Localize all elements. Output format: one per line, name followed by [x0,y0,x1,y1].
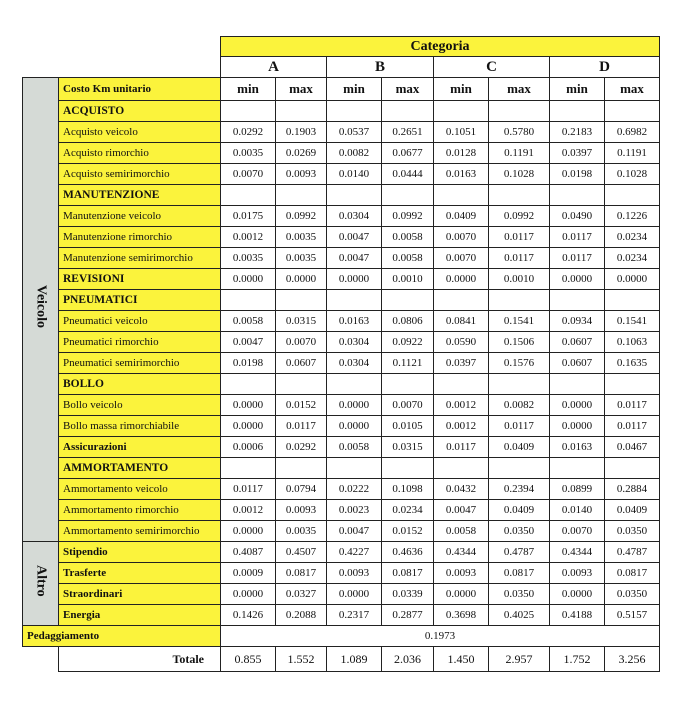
table-row [23,101,660,122]
row-value-cell [327,374,382,395]
totale-value-cell: 0.855 [221,647,276,672]
category-b-header: B [327,57,434,78]
row-value-cell [434,374,489,395]
row-value-cell: 0.0899 [550,479,605,500]
row-value-cell [489,101,550,122]
row-value-cell [276,290,327,311]
row-value-cell: 0.0000 [550,416,605,437]
row-value-cell: 0.4787 [489,542,550,563]
row-value-cell: 0.0350 [489,521,550,542]
row-value-cell [605,458,660,479]
row-value-cell: 0.0012 [221,227,276,248]
row-value-cell: 0.0432 [434,479,489,500]
min-header: min [221,78,276,101]
row-value-cell: 0.0794 [276,479,327,500]
table-row [23,458,660,479]
row-value-cell: 0.0000 [327,416,382,437]
row-value-cell: 0.0093 [550,563,605,584]
max-header: max [605,78,660,101]
row-value-cell: 0.0315 [276,311,327,332]
category-d-header: D [550,57,660,78]
row-value-cell: 0.0006 [221,437,276,458]
row-value-cell: 0.0000 [605,269,660,290]
row-value-cell [276,458,327,479]
row-value-cell: 0.4636 [382,542,434,563]
row-value-cell: 0.0198 [221,353,276,374]
min-header: min [434,78,489,101]
row-value-cell: 0.0009 [221,563,276,584]
row-value-cell: 0.0010 [489,269,550,290]
row-value-cell: 0.0023 [327,500,382,521]
row-value-cell: 0.0035 [221,248,276,269]
row-value-cell: 0.0000 [221,521,276,542]
row-value-cell: 0.0152 [276,395,327,416]
row-value-cell: 0.0304 [327,353,382,374]
row-value-cell: 0.0607 [550,353,605,374]
row-value-cell: 0.0152 [382,521,434,542]
row-value-cell [434,290,489,311]
row-value-cell: 0.0047 [434,500,489,521]
row-value-cell: 0.0047 [221,332,276,353]
row-value-cell: 0.0117 [489,416,550,437]
row-value-cell: 0.2651 [382,122,434,143]
row-label: Ammortamento semirimorchio [59,521,221,542]
row-value-cell: 0.0327 [276,584,327,605]
row-value-cell [382,101,434,122]
row-value-cell [434,101,489,122]
row-value-cell [550,374,605,395]
row-value-cell: 0.4344 [550,542,605,563]
row-value-cell: 0.0000 [434,269,489,290]
row-value-cell: 0.0070 [550,521,605,542]
row-value-cell: 0.0117 [605,416,660,437]
totale-row [23,647,660,672]
row-value-cell [382,458,434,479]
row-value-cell: 0.0677 [382,143,434,164]
cost-table-container [22,36,660,672]
row-value-cell: 0.5157 [605,605,660,626]
row-value-cell: 0.0000 [550,395,605,416]
row-value-cell: 0.0070 [434,227,489,248]
row-value-cell [276,374,327,395]
row-value-cell: 0.0409 [434,206,489,227]
row-value-cell: 0.1191 [489,143,550,164]
totale-value-cell: 3.256 [605,647,660,672]
row-value-cell: 0.4507 [276,542,327,563]
row-value-cell: 0.0000 [550,584,605,605]
row-value-cell: 0.0000 [434,584,489,605]
table-row [23,206,660,227]
row-value-cell: 0.0047 [327,248,382,269]
row-value-cell: 0.0070 [382,395,434,416]
row-value-cell [382,374,434,395]
row-value-cell: 0.0409 [489,437,550,458]
row-value-cell: 0.0817 [276,563,327,584]
row-label: Straordinari [59,584,221,605]
row-value-cell: 0.0117 [550,227,605,248]
veicolo-side-label [23,78,59,542]
row-value-cell: 0.0082 [489,395,550,416]
row-value-cell: 0.0444 [382,164,434,185]
row-label: REVISIONI [59,269,221,290]
row-value-cell: 0.0292 [276,437,327,458]
row-value-cell: 0.0163 [327,311,382,332]
row-value-cell: 0.4087 [221,542,276,563]
row-value-cell: 0.2884 [605,479,660,500]
row-value-cell: 0.0117 [221,479,276,500]
row-value-cell: 0.0128 [434,143,489,164]
row-value-cell: 0.0409 [489,500,550,521]
row-value-cell: 0.0234 [605,248,660,269]
row-value-cell: 0.0012 [434,395,489,416]
row-value-cell [605,185,660,206]
row-value-cell: 0.0093 [276,500,327,521]
row-value-cell: 0.0105 [382,416,434,437]
row-value-cell: 0.0315 [382,437,434,458]
row-value-cell: 0.6982 [605,122,660,143]
row-label: Ammortamento rimorchio [59,500,221,521]
row-label: Assicurazioni [59,437,221,458]
row-value-cell: 0.1506 [489,332,550,353]
header-letters-row [23,57,660,78]
row-value-cell: 0.0397 [434,353,489,374]
pedaggiamento-label: Pedaggiamento [23,626,221,647]
table-row [23,605,660,626]
row-value-cell: 0.0292 [221,122,276,143]
row-value-cell: 0.0350 [489,584,550,605]
row-value-cell: 0.0234 [382,500,434,521]
totale-value-cell: 1.752 [550,647,605,672]
row-value-cell [327,185,382,206]
table-row [23,479,660,500]
row-value-cell: 0.0000 [327,395,382,416]
row-value-cell: 0.0117 [434,437,489,458]
row-value-cell [550,458,605,479]
altro-side-text: Altro [33,565,49,597]
row-label: Ammortamento veicolo [59,479,221,500]
table-row [23,437,660,458]
row-value-cell: 0.4787 [605,542,660,563]
row-value-cell: 0.1191 [605,143,660,164]
row-value-cell: 0.0234 [605,227,660,248]
row-value-cell [221,185,276,206]
row-value-cell: 0.1121 [382,353,434,374]
row-value-cell: 0.0117 [489,227,550,248]
row-value-cell: 0.0093 [327,563,382,584]
row-label: PNEUMATICI [59,290,221,311]
row-value-cell: 0.0093 [276,164,327,185]
pedaggiamento-value: 0.1973 [221,626,660,647]
row-value-cell: 0.0117 [489,248,550,269]
table-row [23,395,660,416]
row-value-cell: 0.0082 [327,143,382,164]
row-value-cell [276,185,327,206]
row-label: Trasferte [59,563,221,584]
row-label: Pneumatici veicolo [59,311,221,332]
totale-value-cell: 1.089 [327,647,382,672]
row-value-cell [221,101,276,122]
row-value-cell: 0.1903 [276,122,327,143]
row-value-cell: 0.0058 [327,437,382,458]
row-value-cell: 0.0409 [605,500,660,521]
row-value-cell: 0.4227 [327,542,382,563]
row-value-cell: 0.0010 [382,269,434,290]
row-value-cell: 0.0012 [221,500,276,521]
row-value-cell: 0.0058 [221,311,276,332]
category-c-header: C [434,57,550,78]
row-value-cell: 0.1576 [489,353,550,374]
row-value-cell [489,185,550,206]
row-value-cell: 0.0198 [550,164,605,185]
row-value-cell: 0.0607 [276,353,327,374]
row-value-cell: 0.0467 [605,437,660,458]
row-value-cell: 0.0000 [327,584,382,605]
row-label: Acquisto veicolo [59,122,221,143]
row-value-cell: 0.0117 [550,248,605,269]
row-value-cell: 0.0070 [434,248,489,269]
row-value-cell: 0.0590 [434,332,489,353]
row-value-cell: 0.0000 [327,269,382,290]
row-label: Manutenzione rimorchio [59,227,221,248]
row-value-cell: 0.0035 [276,521,327,542]
row-value-cell: 0.0117 [276,416,327,437]
row-value-cell: 0.4025 [489,605,550,626]
row-value-cell: 0.0058 [434,521,489,542]
row-value-cell [327,101,382,122]
row-value-cell [605,101,660,122]
row-value-cell: 0.0000 [221,395,276,416]
cost-table [22,36,660,672]
row-value-cell: 0.1063 [605,332,660,353]
row-value-cell: 0.0163 [434,164,489,185]
row-value-cell [327,290,382,311]
row-value-cell: 0.1028 [489,164,550,185]
row-label: Manutenzione semirimorchio [59,248,221,269]
pedaggiamento-row [23,626,660,647]
table-row [23,227,660,248]
row-label: Bollo massa rimorchiabile [59,416,221,437]
row-label: Bollo veicolo [59,395,221,416]
row-value-cell: 0.0934 [550,311,605,332]
row-label: Pneumatici semirimorchio [59,353,221,374]
row-value-cell [489,374,550,395]
min-header: min [327,78,382,101]
row-value-cell: 0.0806 [382,311,434,332]
table-row [23,332,660,353]
row-value-cell [221,290,276,311]
row-value-cell: 0.0397 [550,143,605,164]
row-value-cell: 0.0304 [327,332,382,353]
row-value-cell [221,374,276,395]
max-header: max [489,78,550,101]
table-row [23,353,660,374]
table-row [23,563,660,584]
row-value-cell: 0.0222 [327,479,382,500]
row-label: ACQUISTO [59,101,221,122]
row-value-cell: 0.0140 [550,500,605,521]
row-value-cell: 0.0000 [221,269,276,290]
row-value-cell: 0.0070 [276,332,327,353]
row-value-cell: 0.0000 [221,416,276,437]
max-header: max [382,78,434,101]
row-value-cell: 0.0070 [221,164,276,185]
row-value-cell: 0.0035 [276,227,327,248]
row-value-cell: 0.0035 [276,248,327,269]
row-label: Pneumatici rimorchio [59,332,221,353]
row-value-cell: 0.0817 [489,563,550,584]
table-row [23,542,660,563]
row-value-cell: 0.0607 [550,332,605,353]
row-value-cell: 0.2877 [382,605,434,626]
table-row [23,164,660,185]
row-label: Manutenzione veicolo [59,206,221,227]
altro-side-label [23,542,59,626]
row-value-cell: 0.0047 [327,521,382,542]
row-value-cell: 0.1541 [489,311,550,332]
row-value-cell: 0.0339 [382,584,434,605]
row-value-cell: 0.0175 [221,206,276,227]
row-value-cell: 0.4344 [434,542,489,563]
categoria-header: Categoria [221,37,660,57]
header-categoria-row [23,37,660,57]
row-value-cell [276,101,327,122]
row-value-cell: 0.0058 [382,227,434,248]
row-value-cell: 0.0922 [382,332,434,353]
row-value-cell [434,458,489,479]
table-row [23,521,660,542]
row-value-cell: 0.0992 [276,206,327,227]
table-row [23,500,660,521]
row-value-cell: 0.0304 [327,206,382,227]
category-a-header: A [221,57,327,78]
row-value-cell [550,101,605,122]
row-value-cell: 0.0992 [489,206,550,227]
row-value-cell: 0.1541 [605,311,660,332]
row-label: Energia [59,605,221,626]
minmax-header-row [23,78,660,101]
row-value-cell: 0.0817 [605,563,660,584]
row-value-cell [489,458,550,479]
table-row [23,290,660,311]
totale-spacer [23,647,59,672]
row-label: BOLLO [59,374,221,395]
row-value-cell [489,290,550,311]
row-value-cell [550,290,605,311]
row-value-cell: 0.0035 [221,143,276,164]
row-value-cell: 0.2183 [550,122,605,143]
row-value-cell: 0.0992 [382,206,434,227]
veicolo-side-text: Veicolo [33,285,49,329]
row-value-cell: 0.0140 [327,164,382,185]
row-value-cell: 0.1226 [605,206,660,227]
row-value-cell: 0.5780 [489,122,550,143]
row-value-cell: 0.0012 [434,416,489,437]
row-value-cell: 0.0163 [550,437,605,458]
table-row [23,374,660,395]
max-header: max [276,78,327,101]
table-row [23,248,660,269]
row-value-cell: 0.0117 [605,395,660,416]
row-value-cell [605,290,660,311]
row-value-cell: 0.1051 [434,122,489,143]
row-value-cell: 0.1098 [382,479,434,500]
row-value-cell: 0.1426 [221,605,276,626]
row-value-cell: 0.2088 [276,605,327,626]
row-value-cell: 0.0093 [434,563,489,584]
row-value-cell: 0.4188 [550,605,605,626]
table-row [23,122,660,143]
row-value-cell [382,185,434,206]
row-value-cell: 0.0000 [550,269,605,290]
row-value-cell: 0.0350 [605,584,660,605]
row-value-cell: 0.1635 [605,353,660,374]
row-value-cell: 0.0047 [327,227,382,248]
table-row [23,416,660,437]
totale-value-cell: 1.552 [276,647,327,672]
row-value-cell [327,458,382,479]
totale-value-cell: 2.036 [382,647,434,672]
row-value-cell: 0.0537 [327,122,382,143]
row-value-cell: 0.0000 [221,584,276,605]
row-value-cell: 0.0841 [434,311,489,332]
table-row [23,584,660,605]
totale-value-cell: 2.957 [489,647,550,672]
row-label: Acquisto rimorchio [59,143,221,164]
row-value-cell: 0.0817 [382,563,434,584]
row-value-cell: 0.0269 [276,143,327,164]
costo-km-label: Costo Km unitario [59,78,221,101]
table-row [23,185,660,206]
totale-label: Totale [59,647,221,672]
row-value-cell: 0.0000 [276,269,327,290]
table-row [23,143,660,164]
row-value-cell [382,290,434,311]
min-header: min [550,78,605,101]
row-value-cell: 0.1028 [605,164,660,185]
row-value-cell [550,185,605,206]
totale-value-cell: 1.450 [434,647,489,672]
row-label: Acquisto semirimorchio [59,164,221,185]
row-value-cell: 0.3698 [434,605,489,626]
row-value-cell: 0.0350 [605,521,660,542]
row-value-cell [221,458,276,479]
row-value-cell: 0.0058 [382,248,434,269]
row-value-cell: 0.0490 [550,206,605,227]
row-label: AMMORTAMENTO [59,458,221,479]
table-row [23,269,660,290]
row-value-cell: 0.2317 [327,605,382,626]
row-label: Stipendio [59,542,221,563]
row-label: MANUTENZIONE [59,185,221,206]
row-value-cell [434,185,489,206]
row-value-cell: 0.2394 [489,479,550,500]
row-value-cell [605,374,660,395]
table-row [23,311,660,332]
